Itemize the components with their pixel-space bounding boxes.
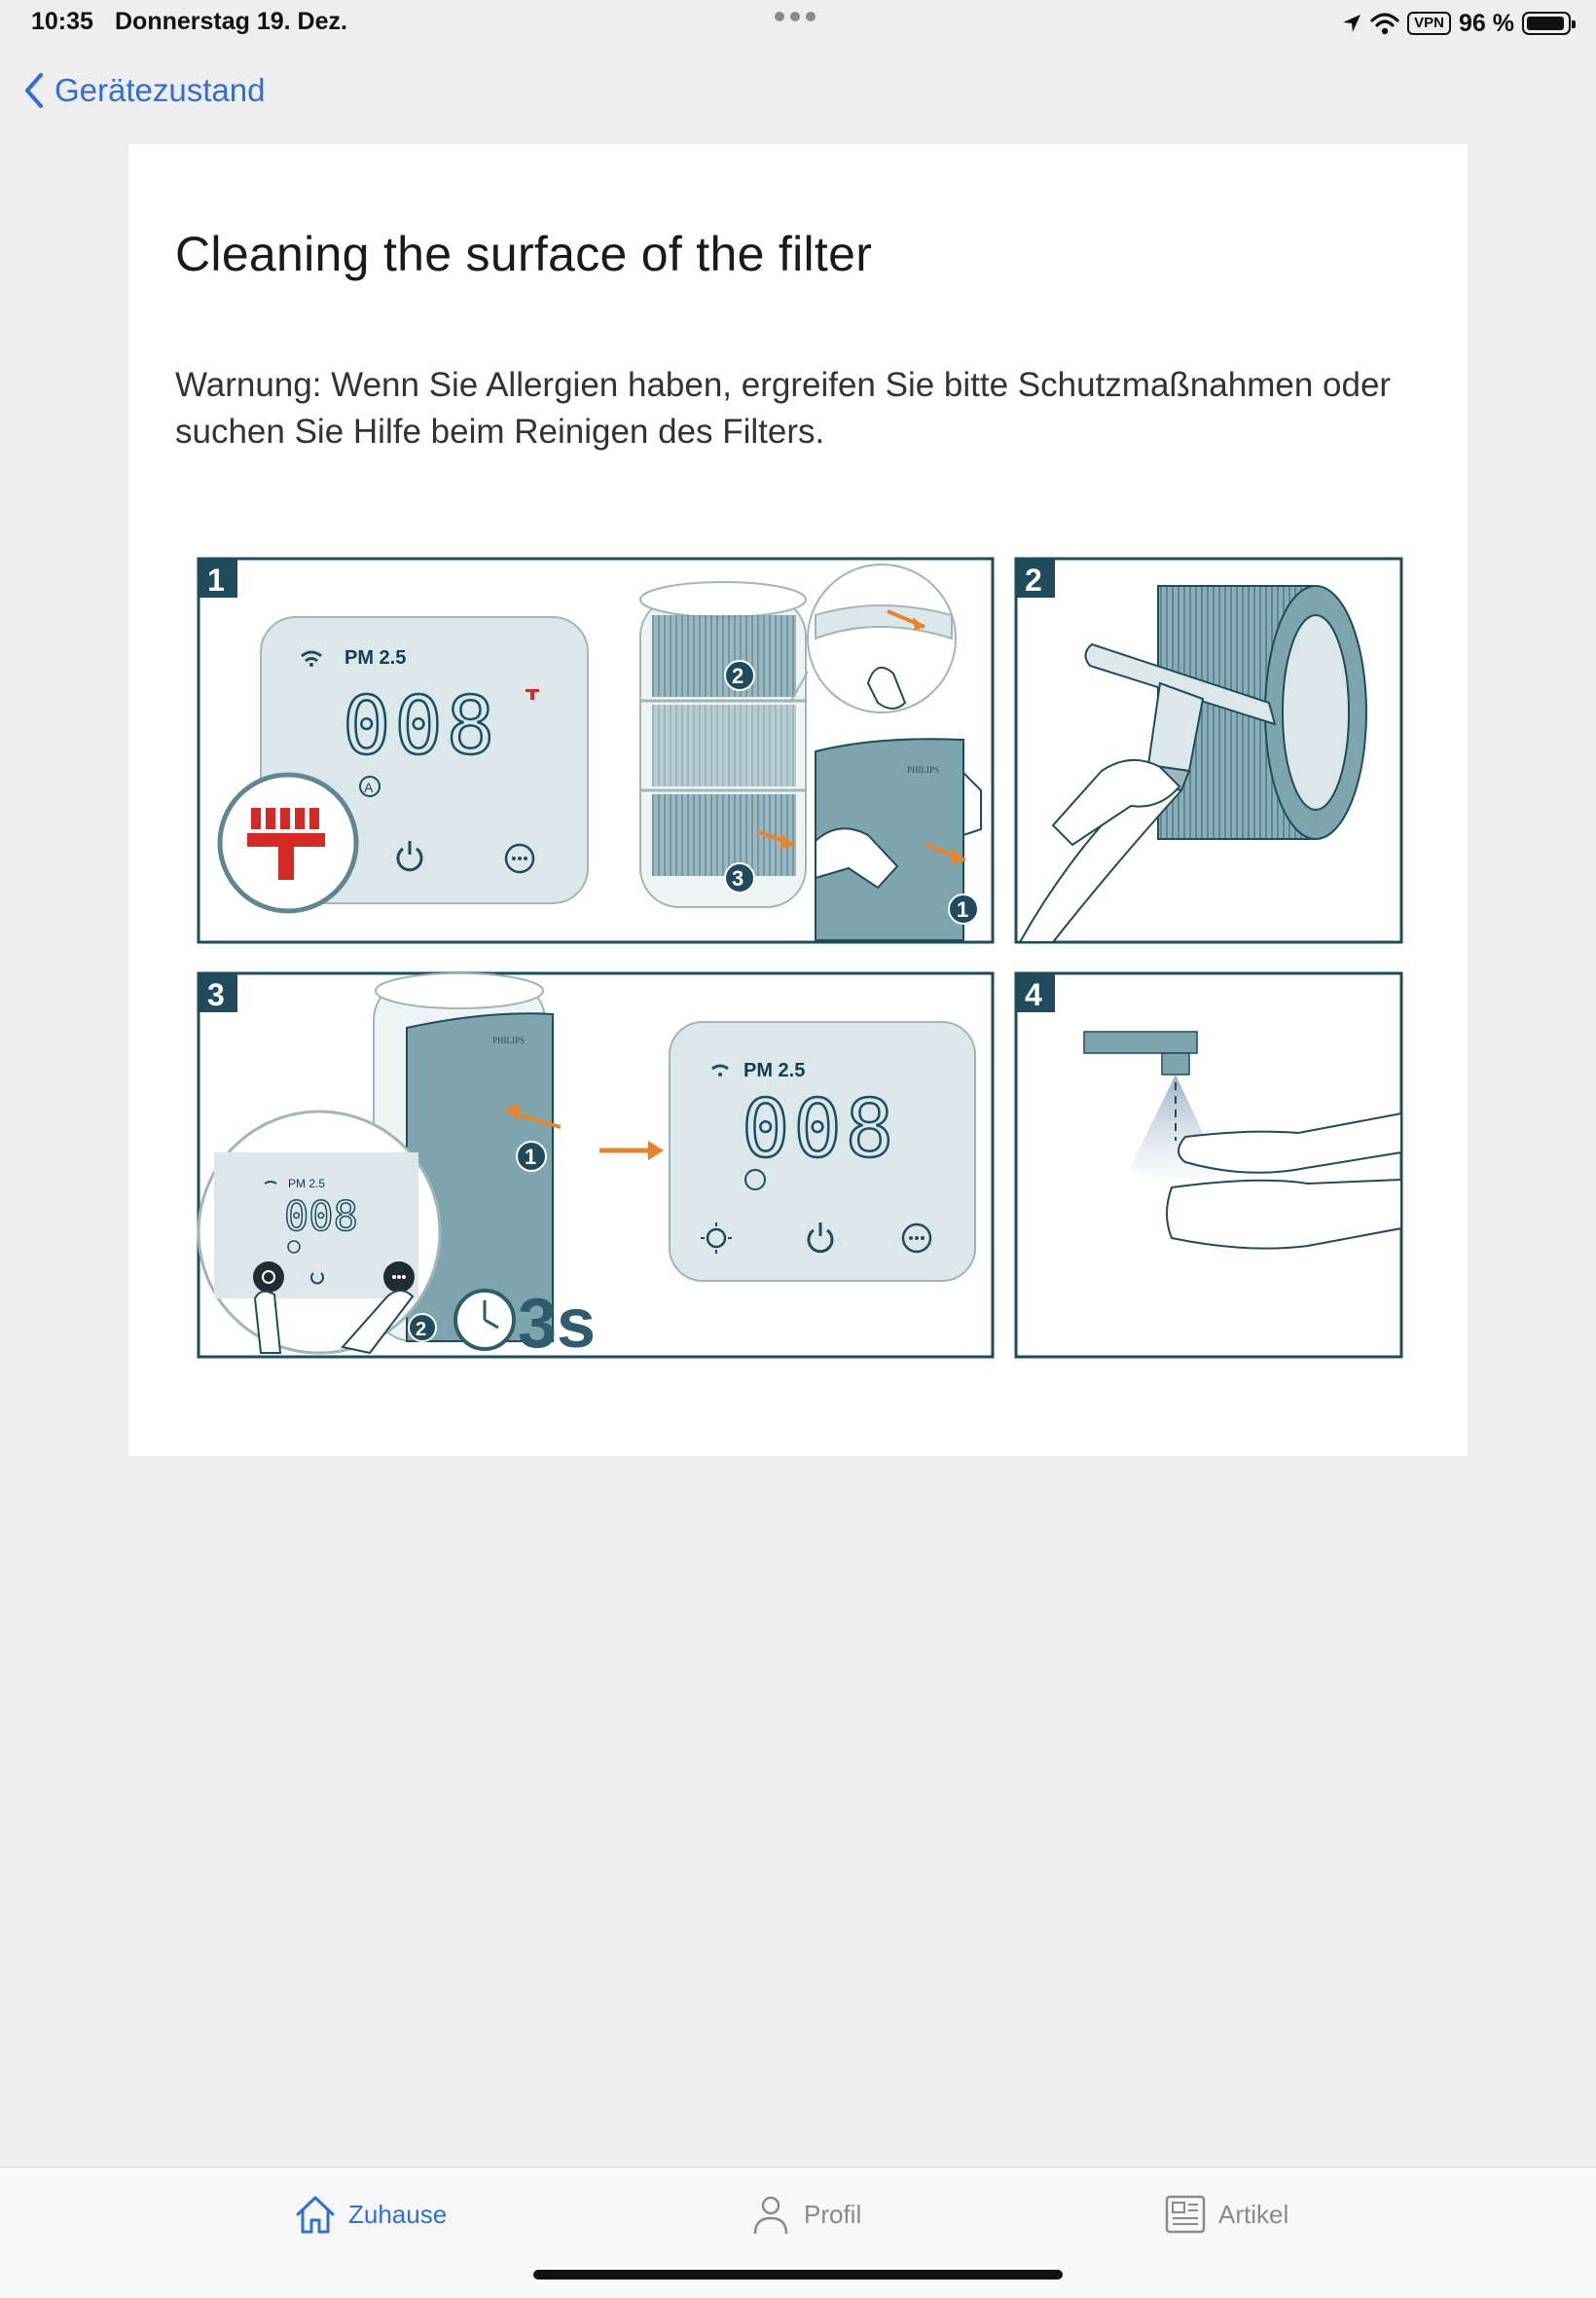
tab-zuhause[interactable] (294, 2193, 447, 2236)
callout-2 (725, 661, 754, 690)
panel-3-number: 3 (207, 977, 225, 1012)
callout-2-step3 (409, 1314, 436, 1341)
content-card (128, 144, 1468, 1456)
display-digits-result: 008 (742, 1083, 898, 1176)
pm25-label-small: PM 2.5 (288, 1177, 326, 1190)
callout-1-step3 (517, 1142, 546, 1171)
status-time: 10:35 (31, 8, 93, 35)
back-button-label: Gerätezustand (54, 72, 266, 108)
panel-3 (199, 973, 993, 1363)
svg-text:3: 3 (732, 866, 744, 891)
callout-3 (725, 863, 754, 893)
panel-2-number: 2 (1025, 563, 1042, 598)
tab-profil[interactable] (749, 2193, 861, 2236)
chevron-left-icon (23, 72, 45, 109)
home-indicator[interactable] (533, 2270, 1063, 2280)
tab-artikel[interactable] (1164, 2193, 1288, 2236)
svg-text:2: 2 (732, 664, 744, 688)
auto-mode-letter: A (364, 780, 374, 795)
status-date: Donnerstag 19. Dez. (115, 8, 347, 35)
svg-text:2: 2 (416, 1319, 427, 1340)
brand-label-2: PHILIPS (492, 1036, 526, 1045)
display-digits-small: 008 (284, 1192, 358, 1240)
purifier-filter-drawing (640, 582, 806, 907)
vpn-badge: VPN (1407, 12, 1451, 35)
person-icon (749, 2193, 792, 2236)
pm25-label-result: PM 2.5 (744, 1060, 806, 1081)
svg-text:1: 1 (957, 897, 969, 922)
timer-label: 3s (518, 1285, 597, 1363)
filter-cleaning-illustration (197, 557, 1403, 1511)
panel-1-number: 1 (207, 563, 225, 598)
tab-label: Artikel (1218, 2199, 1289, 2229)
battery-icon (1522, 12, 1571, 35)
location-arrow-icon (1341, 13, 1362, 34)
battery-percentage: 96 % (1459, 9, 1514, 37)
tab-label: Profil (804, 2199, 862, 2229)
newspaper-icon (1164, 2193, 1207, 2236)
brand-label: PHILIPS (907, 765, 940, 775)
back-button[interactable] (23, 72, 265, 109)
panel-1 (199, 559, 993, 942)
tab-label: Zuhause (348, 2199, 448, 2229)
wifi-icon (1370, 12, 1399, 35)
panel-4-number: 4 (1025, 977, 1042, 1012)
svg-text:1: 1 (525, 1145, 537, 1169)
display-digits: 008 (343, 680, 499, 773)
pm25-label: PM 2.5 (345, 647, 407, 669)
status-indicators (1341, 6, 1571, 41)
multitasking-dots-icon[interactable] (775, 12, 816, 21)
warning-text: Warnung: Wenn Sie Allergien haben, ergreifen Sie bitte Schutzmaßnahmen oder suchen Sie Hilfe beim Reinigen des Filters. (175, 366, 1392, 451)
stopwatch-icon (455, 1291, 514, 1349)
panel-2 (1016, 559, 1401, 942)
callout-1 (949, 894, 978, 924)
page-title: Cleaning the surface of the filter (175, 227, 873, 281)
panel-4 (1016, 973, 1401, 1357)
home-icon (294, 2193, 337, 2236)
status-bar (0, 0, 1596, 47)
